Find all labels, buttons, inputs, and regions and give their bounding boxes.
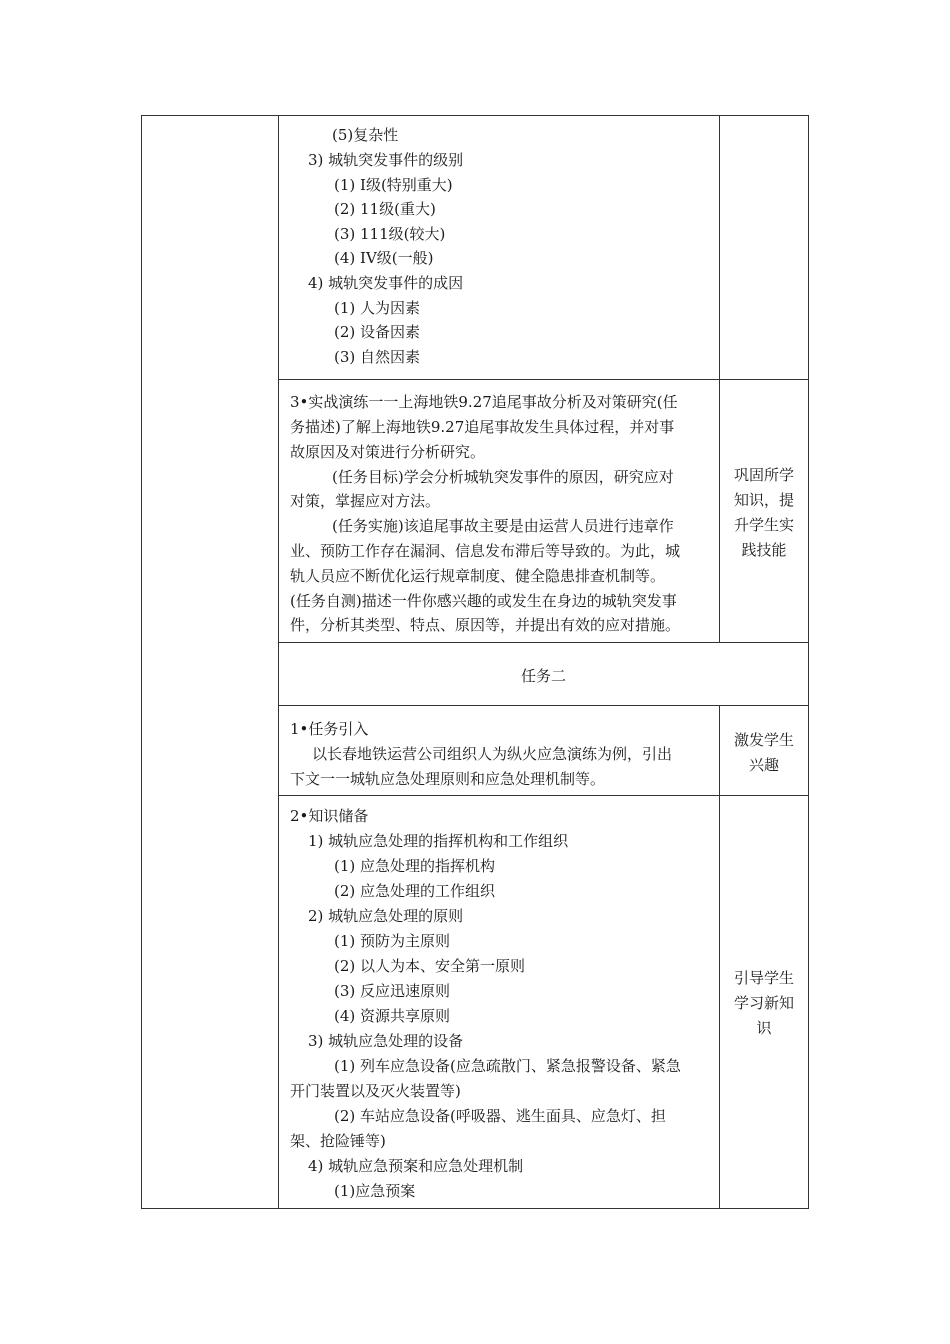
text-line: (2) 车站应急设备(呼吸器、逃生面具、应急灯、担 bbox=[334, 1107, 666, 1125]
column-divider-main bbox=[278, 115, 279, 1209]
text-line: (1) 人为因素 bbox=[334, 299, 421, 317]
side-text-line: 知识，提 bbox=[733, 491, 794, 509]
side-text-line: 学习新知 bbox=[733, 994, 794, 1012]
text-line: 以长春地铁运营公司组织人为纵火应急演练为例，引出 bbox=[312, 745, 673, 763]
text-line: 2•知识储备 bbox=[290, 807, 369, 825]
text-line: (3) 111级(较大) bbox=[334, 225, 446, 243]
column-divider-side-1 bbox=[719, 115, 720, 380]
text-line: (2) 11级(重大) bbox=[334, 200, 436, 218]
column-divider-side-3 bbox=[719, 705, 720, 1209]
row-divider-4 bbox=[278, 795, 809, 796]
text-line: 架、抢险锤等) bbox=[290, 1132, 386, 1150]
side-text-line: 引导学生 bbox=[733, 969, 794, 987]
text-line: 1•任务引入 bbox=[290, 720, 369, 738]
text-line: (任务自测)描述一件你感兴趣的或发生在身边的城轨突发事 bbox=[290, 592, 677, 610]
text-line: 2) 城轨应急处理的原则 bbox=[308, 907, 464, 925]
text-line: (3) 自然因素 bbox=[334, 348, 421, 366]
row-divider-2 bbox=[278, 642, 809, 643]
side-text-line: 激发学生 bbox=[733, 731, 794, 749]
row-divider-1 bbox=[278, 379, 809, 380]
text-line: (2) 以人为本、安全第一原则 bbox=[334, 957, 526, 975]
text-line: (4) 资源共享原则 bbox=[334, 1007, 451, 1025]
text-line: 3•实战演练一一上海地铁9.27追尾事故分析及对策研究(任 bbox=[290, 393, 678, 411]
text-line: 3) 城轨应急处理的设备 bbox=[308, 1032, 464, 1050]
text-line: 1) 城轨应急处理的指挥机构和工作组织 bbox=[308, 832, 569, 850]
text-line: (1)应急预案 bbox=[334, 1182, 416, 1200]
row-divider-3 bbox=[278, 705, 809, 706]
column-divider-side-2 bbox=[719, 379, 720, 643]
task-two-title: 任务二 bbox=[520, 667, 566, 685]
text-line: 务描述)了解上海地铁9.27追尾事故发生具体过程，并对事 bbox=[290, 418, 675, 436]
side-text-line: 践技能 bbox=[741, 541, 787, 559]
text-line: (1) 列车应急设备(应急疏散门、紧急报警设备、紧急 bbox=[334, 1057, 681, 1075]
side-text-line: 兴趣 bbox=[748, 756, 779, 774]
text-line: 4) 城轨突发事件的成因 bbox=[308, 274, 464, 292]
text-line: (2) 设备因素 bbox=[334, 323, 421, 341]
text-line: 开门装置以及灭火装置等) bbox=[290, 1082, 461, 1100]
text-line: (1) 应急处理的指挥机构 bbox=[334, 857, 496, 875]
text-line: (4) IV级(一般) bbox=[334, 249, 434, 267]
text-line: (5)复杂性 bbox=[332, 126, 399, 144]
text-line: 3) 城轨突发事件的级别 bbox=[308, 151, 464, 169]
side-text-line: 升学生实 bbox=[733, 516, 794, 534]
text-line: (2) 应急处理的工作组织 bbox=[334, 882, 496, 900]
text-line: 业、预防工作存在漏洞、信息发布滞后等导致的。为此，城 bbox=[290, 542, 681, 560]
text-line: (任务目标)学会分析城轨突发事件的原因，研究应对 bbox=[332, 468, 674, 486]
text-line: (1) 预防为主原则 bbox=[334, 932, 451, 950]
side-text-line: 识 bbox=[756, 1019, 772, 1037]
text-line: 下文一一城轨应急处理原则和应急处理机制等。 bbox=[290, 770, 606, 788]
text-line: (3) 反应迅速原则 bbox=[334, 982, 451, 1000]
table-top-border bbox=[141, 115, 809, 116]
text-line: (任务实施)该追尾事故主要是由运营人员进行违章作 bbox=[332, 517, 674, 535]
table-left-border bbox=[141, 115, 142, 1209]
text-line: 轨人员应不断优化运行规章制度、健全隐患排查机制等。 bbox=[290, 567, 666, 585]
text-line: 件，分析其类型、特点、原因等，并提出有效的应对措施。 bbox=[290, 616, 681, 634]
side-text-line: 巩固所学 bbox=[733, 466, 794, 484]
text-line: 4) 城轨应急预案和应急处理机制 bbox=[308, 1157, 524, 1175]
text-line: (1) Ⅰ级(特别重大) bbox=[334, 176, 453, 194]
text-line: 对策，掌握应对方法。 bbox=[290, 492, 441, 510]
table-bottom-border bbox=[141, 1208, 809, 1209]
table-right-border bbox=[808, 115, 809, 1209]
text-line: 故原因及对策进行分析研究。 bbox=[290, 443, 486, 461]
